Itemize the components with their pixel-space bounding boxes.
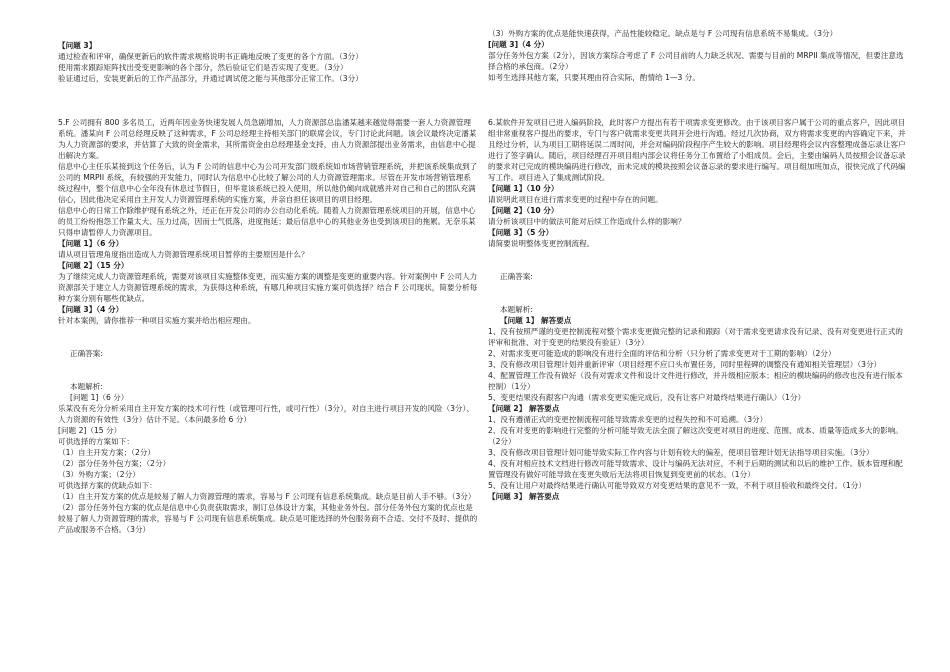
q6-paragraph: 6.某软件开发项目已进入编码阶段，此时客户方提出有若干项需求变更修改。由于该项目客户属于公司的重点客户，因此项目组非常重视客户提出的要求，专门与客户就需求变更共同开会进行沟通。经过几次协商，双方将需求变更的内容确定下来，并且经过分析，认为项目工期将延误二周时间，并会对编码阶段程序产生较大的影响。项目经理将会议内容整理成备忘录让客户进行了签字确认。随后，项目经理召开项目组内部会议将任务分工布置给了小组成员。会后，主要由编码人员按照会议备忘录的要求对已完成的模块编码进行修改，而未完成的模块按照会议备忘录的要求进行编写。项目组加班加点，很快完成了代码编写工作。项目进入了集成测试阶段。 — [488, 118, 906, 182]
q1-points-label: 【问题 1】 解答要点 — [500, 316, 572, 325]
analysis-line: （2）部分任务外包方案的优点是信息中心负责获取需求，制订总体设计方案，其他业务外包。部分任务外包方案的优点也是较易了解人力资源管理的需求，容易与 F 公司现有信息系统集成。缺点是可能选择的外包服务商不合适、交付不及时、提供的产品或服务不合格。（3分） — [58, 503, 478, 534]
q5-question-3-text: 针对本案例，请你推荐一种项目实施方案并给出相应理由。 — [58, 316, 256, 325]
analysis-line: 可供选择方案的优缺点如下： — [58, 481, 157, 490]
analysis-label: 本题解析: — [70, 382, 103, 391]
q5-question-3-label: 【问题 3】（4 分） — [58, 305, 124, 314]
right-top-line: 部分任务外包方案（2分），因该方案综合考虑了 F 公司目前的人力缺乏状况、需要与目前的 MRPII 集成等情况，但要注意选择合格的承包商。（2分） — [488, 51, 904, 71]
right-top-line: [问题 3]（4 分） — [488, 40, 549, 49]
q1-point: 5、变更结果没有跟客户沟通（需求变更实施完成后，没有让客户对最终结果进行确认）（1分） — [488, 393, 806, 402]
q6-question-3-text: 请简要说明整体变更控制流程。 — [488, 239, 595, 248]
q2-point: 3、没有修改项目管理计划可能导致实际工作内容与计划有较大的偏差，使项目管理计划无法指导项目实施。（3分） — [488, 448, 874, 457]
top-answer-line: 验证通过后，安装更新后的工作产品部分，并通过调试使之能与其他部分正常工作。（3分） — [58, 74, 363, 83]
top-answer-line: 使用需求跟踪矩阵找出受变更影响的各个部分，然后验证它们是否实现了变更。（3分） — [58, 63, 348, 72]
q1-point: 3、没有修改项目管理计划并重新评审（项目经理不应口头布置任务，同时里程碑的调整没有通知相关管理层）（3分） — [488, 360, 882, 369]
q5-paragraph: 5.F 公司拥有 800 多名员工，近两年因业务快速发展人员急剧增加，人力资源部总监潘某越来越觉得需要一套人力资源管理系统。潘某向 F 公司总经理反映了这种需求，F 公司总经理主持相关部门的联席会议，专门讨论此问题。该会议最终决定潘某为人力资源部的要求，并估算了大致的资金需求，其所需资金由总经理基金支持，由人力资源部提出业务需求，由信息中心提出解决方案。 — [58, 118, 477, 160]
q5-paragraph: 信息中心主任乐某接到这个任务后，认为 F 公司的信息中心为公司开发部门级系统如市场营销管理系统，并把该系统集成到了公司的 MRPII 系统，有较强的开发能力，同时认为信息中心比较了解公司的人力资源管理需求。尽管在开发市场营销管理系统过程中，整个信息中心全年没有休息过节假日，但毕竟该系统已投入使用，所以他仍倾向成就感并对自己和自己的团队充满信心，因此他决定采用自主开发人力资源管理系统的实施方案，并亲自担任该项目的项目经理。 — [58, 162, 478, 204]
right-top-line: 如考生选择其他方案，只要其理由符合实际，酌情给 1—3 分。 — [488, 73, 700, 82]
analysis-line: （2）部分任务外包方案；（2分） — [58, 459, 171, 468]
left-column — [58, 0, 478, 535]
answer-label: 正确答案: — [70, 349, 103, 358]
answer-label: 正确答案: — [500, 272, 533, 281]
q6-question-2-text: 请分析该项目中的做法可能对后续工作造成什么样的影响？ — [488, 217, 686, 226]
q3-points-label: 【问题 3】 解答要点 — [488, 492, 560, 501]
q2-points-label: 【问题 2】 解答要点 — [488, 404, 560, 413]
q1-point: 2、对需求变更可能造成的影响没有进行全面的评估和分析（只分析了需求变更对于工期的影响）（2分） — [488, 349, 836, 358]
q6-question-2-label: 【问题 2】（10 分） — [488, 206, 559, 215]
q6-question-3-label: 【问题 3】（5 分） — [488, 228, 554, 237]
q1-point: 1、没有按照严谨的变更控制流程对整个需求变更做完整的记录和跟踪（对于需求变更请求没有记录、没有对变更进行正式的评审和批准、对于变更的结果没有验证）（3分） — [488, 327, 903, 347]
q5-question-1-text: 请从项目管理角度指出造成人力资源管理系统项目暂停的主要原因是什么？ — [58, 250, 309, 259]
q5-question-2-text: 为了继续完成人力资源管理系统，需要对该项目实施整体变更，而实施方案的调整是变更的重要内容。针对案例中 F 公司人力资源部关于建立人力资源管理系统的需求，为获得这种系统，有哪几种项目实施方案可供选择？结合 F 公司现状，简要分析每种方案分别有哪些优缺点。 — [58, 272, 478, 303]
right-column — [488, 0, 908, 502]
q2-point: 1、没有遵循正式的变更控制流程可能导致需求变更的过程失控和不可追溯。（3分） — [488, 415, 768, 424]
analysis-line: [问题 1]（6 分） — [70, 393, 129, 402]
analysis-line: 乐某没有充分分析采用自主开发方案的技术可行性（或管理可行性，或可行性）（3分），对自主进行项目开发的风险（3分）、人力资源的有效性（3分）估计不足。（本问最多给 6 分） — [58, 404, 474, 424]
q2-point: 2、没有对变更的影响进行完整的分析可能导致无法全面了解这次变更对项目的进度、范围、成本、质量等造成多大的影响。（2分） — [488, 426, 903, 446]
right-top-line: （3）外购方案的优点是能快速获得，产品性能较稳定。缺点是与 F 公司现有信息系统不易集成。（3分） — [488, 29, 838, 38]
q5-question-2-label: 【问题 2】（15 分） — [58, 261, 129, 270]
q6-question-1-text: 请说明此项目在进行需求变更的过程中存在的问题。 — [488, 195, 663, 204]
analysis-line: 可供选择的方案如下： — [58, 437, 134, 446]
q2-point: 5、没有让用户对最终结果进行确认可能导致双方对变更结果的意见不一致，不利于项目验收和最终交付。（1分） — [488, 481, 866, 490]
analysis-label: 本题解析: — [500, 305, 533, 314]
q1-point: 4、配置管理工作没有做好（没有对需求文件和设计文件进行修改，并升级相应版本；相应的模块编码的修改也没有进行版本控制）（1分） — [488, 371, 903, 391]
analysis-line: （1）自主开发方案；（2分） — [58, 448, 155, 457]
top-answer-line: 通过检查和评审，确保更新后的软件需求规格说明书正确地反映了变更的各个方面。（3分） — [58, 52, 363, 61]
q5-paragraph: 信息中心的日常工作除维护现有系统之外，还正在开发公司的办公自动化系统。随着人力资源管理系统项目的开展，信息中心的员工纷纷抱怨工作量太大、压力过高，因而士气低落，进度拖延；最后信息中心的其他业务也受到该项目的拖累。无奈乐某只得申请暂停人力资源项目。 — [58, 206, 476, 237]
analysis-line: （1）自主开发方案的优点是较易了解人力资源管理的需求，容易与 F 公司现有信息系统集成。缺点是目前人手不够。（3分） — [58, 492, 476, 501]
q5-question-1-label: 【问题 1】（6 分） — [58, 239, 124, 248]
q6-question-1-label: 【问题 1】（10 分） — [488, 184, 559, 193]
analysis-line: （3）外购方案；（2分） — [58, 470, 140, 479]
q2-point: 4、没有对相应技术文档进行修改可能导致需求、设计与编码无法对应，不利于后期的测试和以后的维护工作。版本管理和配置管理没有做好可能导致在变更失败后无法将项目恢复到变更前的状态。（1分） — [488, 459, 903, 479]
analysis-line: [问题 2]（15 分） — [58, 426, 122, 435]
top-question-label: 【问题 3】 — [58, 41, 97, 50]
